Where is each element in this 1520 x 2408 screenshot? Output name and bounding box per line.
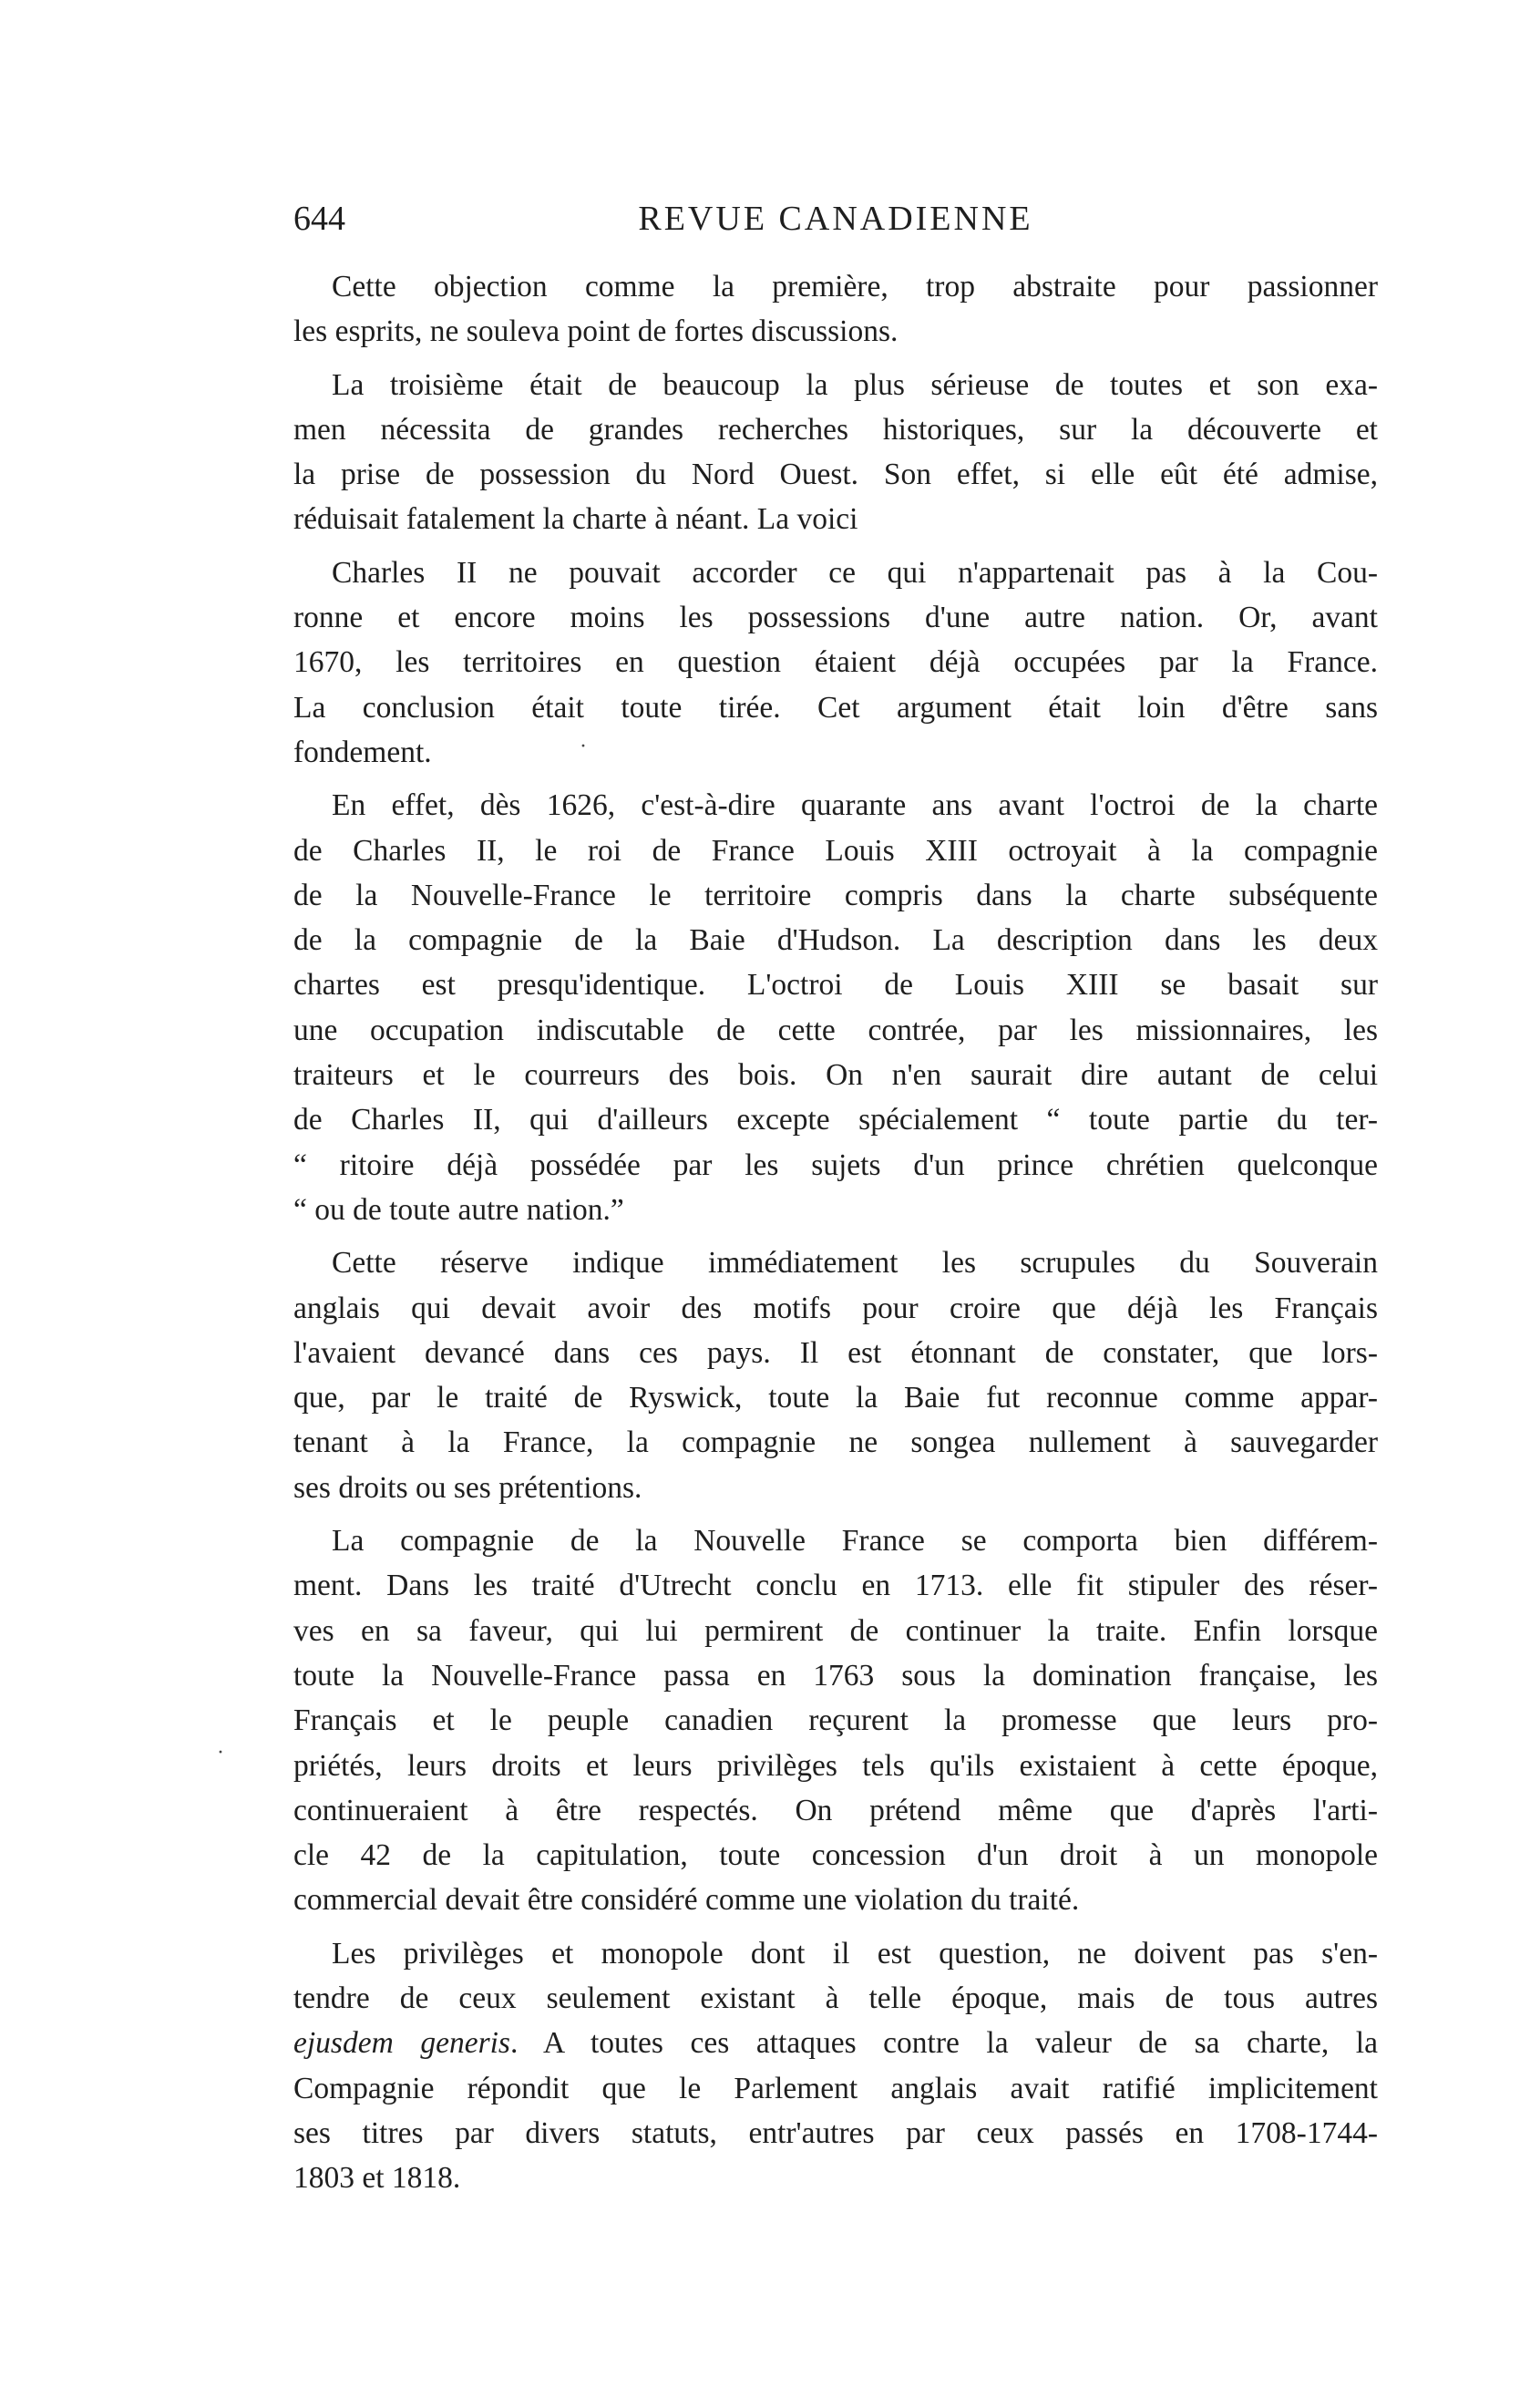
text-line: 1803 et 1818. — [293, 2161, 461, 2196]
text-line: traiteurs et le courreurs des bois. On n'en saurait dire autant de celui — [293, 1058, 1378, 1093]
text-line: de Charles II, le roi de France Louis XIII octroyait à la compagnie — [293, 833, 1378, 868]
text-line: anglais qui devait avoir des motifs pour croire que déjà les Français — [293, 1291, 1378, 1325]
paragraph-6 — [293, 1518, 1378, 1923]
text-line: cle 42 de la capitulation, toute concession d'un droit à un monopole — [293, 1838, 1378, 1873]
paragraph-5 — [293, 1240, 1378, 1510]
text-line: ment. Dans les traité d'Utrecht conclu en 1713. elle fit stipuler des réser- — [293, 1569, 1378, 1603]
text-line: En effet, dès 1626, c'est-à-dire quarante ans avant l'octroi de la charte — [332, 788, 1378, 823]
text-line: Charles II ne pouvait accorder ce qui n'appartenait pas à la Cou- — [332, 555, 1378, 590]
text-line: men nécessita de grandes recherches historiques, sur la découverte et — [293, 412, 1378, 447]
text-line-with-italic — [293, 2021, 1378, 2065]
text-line: l'avaient devancé dans ces pays. Il est étonnant de constater, que lors- — [293, 1335, 1378, 1370]
text-line: une occupation indiscutable de cette contrée, par les missionnaires, les — [293, 1013, 1378, 1047]
text-line: priétés, leurs droits et leurs privilèges tels qu'ils existaient à cette époque, — [293, 1748, 1378, 1783]
text-line: de Charles II, qui d'ailleurs excepte spécialement “ toute partie du ter- — [293, 1103, 1378, 1137]
text-line: de la compagnie de la Baie d'Hudson. La description dans les deux — [293, 923, 1378, 958]
article-body — [293, 264, 1378, 2200]
text-line: chartes est presqu'identique. L'octroi de Louis XIII se basait sur — [293, 968, 1378, 1003]
text-line: Compagnie répondit que le Parlement anglais avait ratifié implicitement — [293, 2071, 1378, 2105]
paragraph-3 — [293, 551, 1378, 775]
print-speck: · — [580, 735, 587, 758]
text-line: Les privilèges et monopole dont il est question, ne doivent pas s'en- — [332, 1936, 1378, 1971]
text-line: commercial devait être considéré comme une violation du traité. — [293, 1883, 1080, 1918]
text-line: la prise de possession du Nord Ouest. Son effet, si elle eût été admise, — [293, 458, 1378, 492]
text-line: de la Nouvelle-France le territoire compris dans la charte subséquente — [293, 878, 1378, 912]
text-line: continueraient à être respectés. On prétend même que d'après l'arti- — [293, 1793, 1378, 1827]
paragraph-2 — [293, 363, 1378, 542]
page-content — [293, 199, 1378, 2208]
text-line: les esprits, ne souleva point de fortes discussions. — [293, 314, 899, 349]
text-line: “ ou de toute autre nation.” — [293, 1192, 624, 1227]
text-line: que, par le traité de Ryswick, toute la Baie fut reconnue comme appar- — [293, 1381, 1378, 1415]
running-head — [293, 199, 1378, 253]
text-line: Cette objection comme la première, trop abstraite pour passionner — [332, 270, 1378, 304]
text-line: “ ritoire déjà possédée par les sujets d'un prince chrétien quelconque — [293, 1147, 1378, 1182]
paragraph-4 — [293, 783, 1378, 1232]
running-title: REVUE CANADIENNE — [638, 200, 1033, 238]
text-line: tenant à la France, la compagnie ne songea nullement à sauvegarder — [293, 1425, 1378, 1460]
latin-phrase: ejusdem generis — [293, 2026, 510, 2061]
paragraph-1 — [293, 264, 1378, 355]
text-line: ves en sa faveur, qui lui permirent de continuer la traite. Enfin lorsque — [293, 1613, 1378, 1648]
text-line: toute la Nouvelle-France passa en 1763 sous la domination française, les — [293, 1658, 1378, 1693]
text-line: Français et le peuple canadien reçurent la promesse que leurs pro- — [293, 1703, 1378, 1738]
print-speck: · — [217, 1741, 224, 1765]
text-line: La conclusion était toute tirée. Cet argument était loin d'être sans — [293, 690, 1378, 725]
text-line: ses droits ou ses prétentions. — [293, 1470, 642, 1505]
text-line: La troisième était de beaucoup la plus sérieuse de toutes et son exa- — [332, 367, 1378, 402]
text-line: fondement. — [293, 735, 432, 769]
text-line: La compagnie de la Nouvelle France se comporta bien différem- — [332, 1524, 1378, 1559]
text-line: tendre de ceux seulement existant à telle époque, mais de tous autres — [293, 1981, 1378, 2015]
text-run: . A toutes ces attaques contre la valeur de sa charte, la — [509, 2026, 1378, 2061]
paragraph-7 — [293, 1931, 1378, 2201]
page-number: 644 — [293, 200, 345, 238]
text-line: ronne et encore moins les possessions d'une autre nation. Or, avant — [293, 601, 1378, 635]
text-line: Cette réserve indique immédiatement les scrupules du Souverain — [332, 1246, 1378, 1281]
text-line: 1670, les territoires en question étaient déjà occupées par la France. — [293, 645, 1378, 680]
text-line: réduisait fatalement la charte à néant. La voici — [293, 502, 858, 537]
text-line: ses titres par divers statuts, entr'autres par ceux passés en 1708-1744- — [293, 2115, 1378, 2150]
